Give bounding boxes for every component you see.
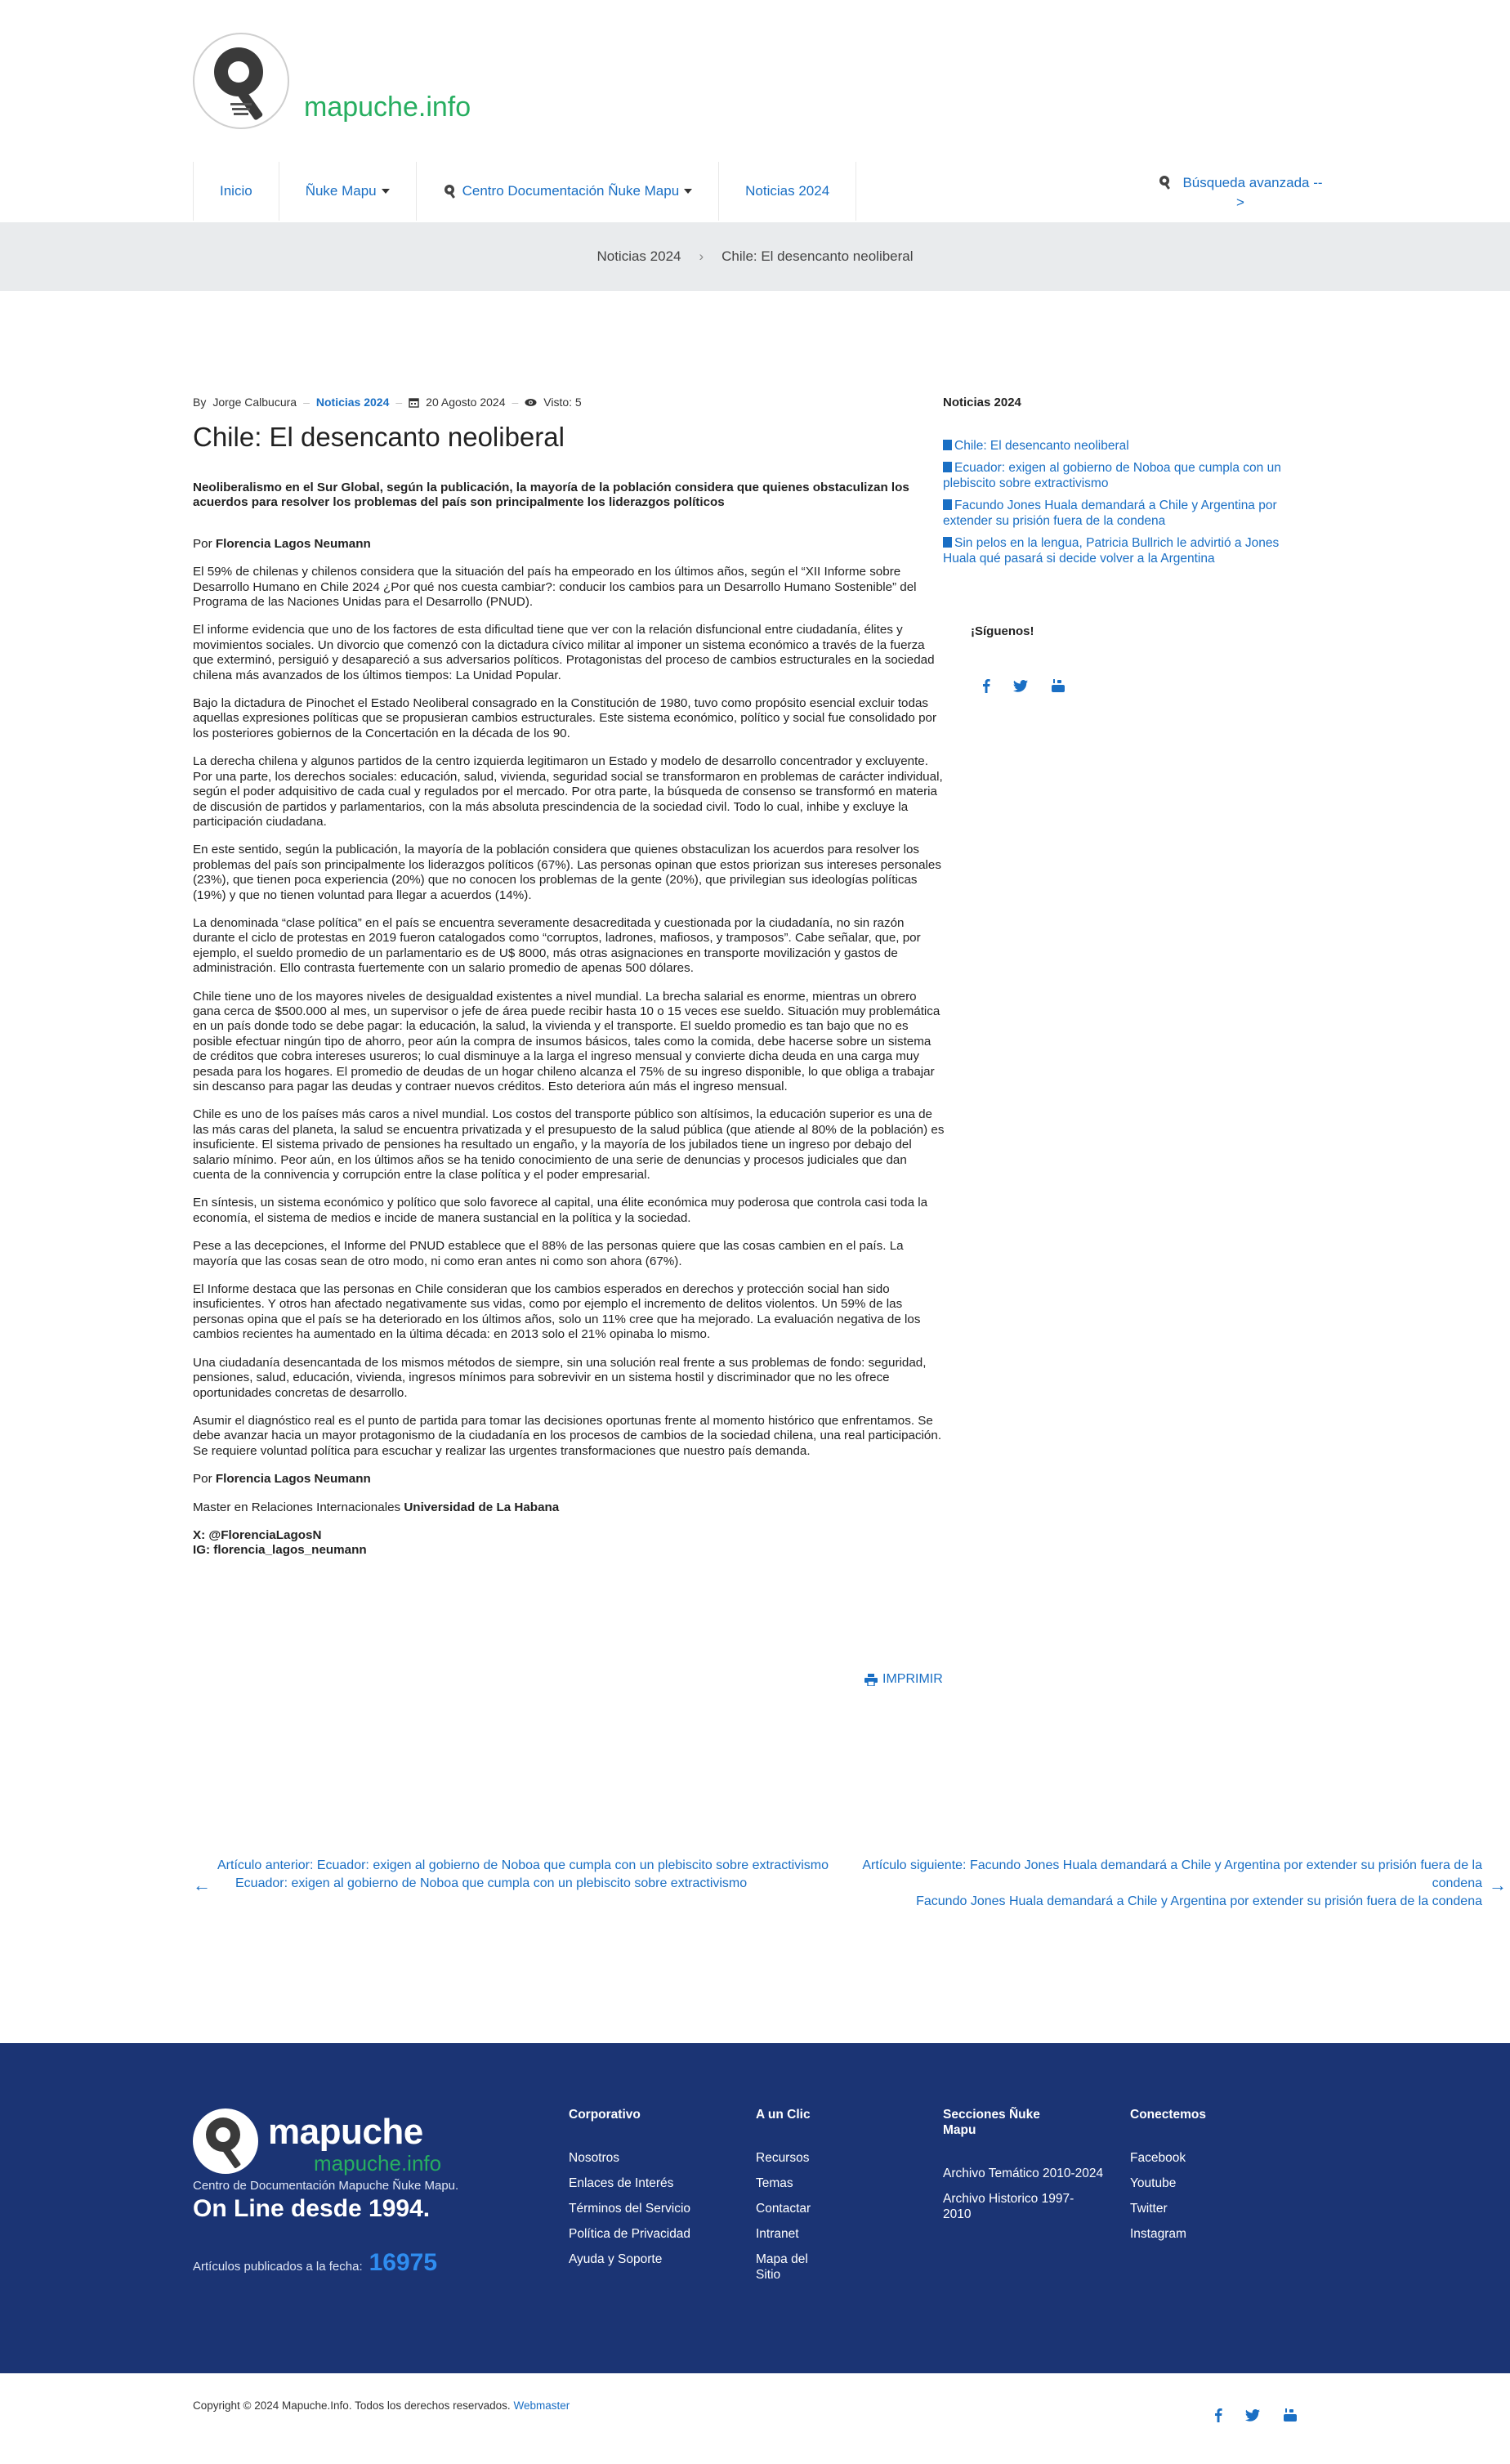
footer-col-a-un-clic bbox=[756, 2107, 821, 2292]
footer-link[interactable]: Nosotros bbox=[569, 2151, 620, 2165]
advanced-search-label: Búsqueda avanzada -- bbox=[1182, 175, 1323, 190]
footer-col-secciones bbox=[943, 2107, 1115, 2232]
nav-item-inicio[interactable] bbox=[193, 162, 279, 221]
article-paragraph: Bajo la dictadura de Pinochet el Estado Neoliberal consagrado en la Constitución de 1980, tuvo como propósito esencial excluir todas aquellas expresiones políticas que se propusieran cambios estructurales. Este sistema económico, político y social fue consolidado por los posteriores gobiernos de la Concertación en la década de los 90. bbox=[193, 696, 937, 740]
article-count-value: 16975 bbox=[369, 2249, 438, 2276]
prev-article-link[interactable] bbox=[217, 1857, 838, 1893]
calendar-icon bbox=[409, 397, 419, 408]
author-instagram: IG: florencia_lagos_neumann bbox=[193, 1543, 367, 1558]
eye-icon bbox=[525, 398, 537, 407]
main-nav bbox=[193, 162, 856, 221]
article-date: 20 Agosto 2024 bbox=[426, 396, 506, 409]
footer-col-title: Secciones Ñuke Mapu bbox=[943, 2108, 1040, 2137]
youtube-icon[interactable] bbox=[1283, 2408, 1298, 2422]
print-icon bbox=[864, 1674, 878, 1686]
document-icon bbox=[943, 537, 952, 548]
byline-prefix: Por bbox=[193, 1472, 212, 1487]
nav-item-label: Noticias 2024 bbox=[745, 183, 830, 199]
article-author: Jorge Calbucura bbox=[212, 396, 297, 409]
prev-article-label: Artículo anterior: Ecuador: exigen al gobierno de Noboa que cumpla con un plebiscito sobre extractivismo bbox=[217, 1858, 829, 1872]
article-meta bbox=[193, 396, 582, 409]
twitter-icon[interactable] bbox=[1245, 2409, 1260, 2422]
article-category[interactable]: Noticias 2024 bbox=[315, 396, 390, 409]
article-paragraph: Pese a las decepciones, el Informe del PNUD establece que el 88% de las personas quiere que las cosas cambien en el país. La mayoría que las cosas sean de otro modo, ni como eran antes ni como son ahora (67%). bbox=[193, 1239, 904, 1268]
author-affiliation bbox=[193, 1500, 945, 1515]
footer-link[interactable]: Instagram bbox=[1130, 2227, 1186, 2241]
footer-link[interactable]: Intranet bbox=[756, 2227, 799, 2241]
logo-emblem-icon bbox=[193, 2108, 258, 2174]
sidebar-news-item[interactable] bbox=[943, 498, 1294, 529]
nav-item-label: Inicio bbox=[220, 183, 252, 199]
affiliation-university: Universidad de La Habana bbox=[404, 1500, 560, 1514]
nav-item-nuke-mapu[interactable] bbox=[279, 162, 416, 221]
breadcrumb-separator: › bbox=[699, 248, 704, 264]
twitter-icon[interactable] bbox=[1013, 680, 1028, 692]
article-title: Chile: El desencanto neoliberal bbox=[193, 422, 565, 452]
next-article-label: Artículo siguiente: Facundo Jones Huala demandará a Chile y Argentina por extender su prisión fuera de la condena bbox=[862, 1858, 1482, 1890]
sidebar-news-label: Facundo Jones Huala demandará a Chile y Argentina por extender su prisión fuera de la condena bbox=[943, 499, 1277, 528]
article-paragraph: Chile tiene uno de los mayores niveles de desigualdad existentes a nivel mundial. La brecha salarial es enorme, mientras un obrero gana cerca de $500.000 al mes, un supervisor o jefe de área puede recibir hasta 10 o 15 veces ese sueldo. Situación muy problemática en un país donde todo se debe pagar: la educación, la salud, la vivienda y el transporte. El sueldo promedio es tan bajo que no es posible efectuar ningún tipo de ahorro, peor aún la compra de insumos básicos, tales como la comida, debe hacerse sobre un sistema de créditos que cobra intereses usureros; lo cual disminuye a la larga el ingreso mensual y convierte dicha deuda en una carga muy pesada para los hogares. El promedio de deudas de un hogar chileno alcanza el 75% de su ingreso disponible, lo que obliga a trabajar sin descanso para pagar las deudas y contraer nuevos créditos. Esto deteriora aún más el ingreso mensual. bbox=[193, 989, 940, 1093]
sidebar-news-item[interactable] bbox=[943, 535, 1294, 566]
nav-item-noticias-2024[interactable] bbox=[718, 162, 856, 221]
footer-col-conectemos bbox=[1130, 2107, 1261, 2252]
sidebar-social-links bbox=[982, 678, 1065, 693]
prev-article-title: Ecuador: exigen al gobierno de Noboa que cumpla con un plebiscito sobre extractivismo bbox=[235, 1876, 748, 1890]
article-paragraph: En síntesis, un sistema económico y político que solo favorece al capital, una élite económica muy poderosa que controla casi toda la economía, el sistema de medios e incide de manera sustancial en la política y la sociedad. bbox=[193, 1196, 928, 1225]
author-socials bbox=[193, 1528, 945, 1558]
article-paragraph: El informe evidencia que uno de los factores de esta dificultad tiene que ver con la relación disfuncional entre ciudadanía, élites y movimientos sociales. Un divorcio que comenzó con la dictadura cívico militar al imponer un sistema económico a través de la fuerza que exterminó, persiguió y desapareció a sus adversarios políticos. Protagonistas del proceso de cambios estructurales en la sociedad chilena más avanzados de los últimos tiempos: La Unidad Popular. bbox=[193, 623, 935, 682]
breadcrumb bbox=[0, 222, 1510, 291]
sidebar-news-list bbox=[943, 438, 1294, 573]
footer-link[interactable]: Enlaces de Interés bbox=[569, 2176, 674, 2190]
sidebar-news-label: Ecuador: exigen al gobierno de Noboa que cumpla con un plebiscito sobre extractivismo bbox=[943, 461, 1281, 490]
footer-col-title: Corporativo bbox=[569, 2108, 641, 2122]
article-paragraph: Asumir el diagnóstico real es el punto de partida para tomar las decisiones oportunas frente al momento histórico que enfrentamos. Se debe avanzar hacia un mayor protagonismo de la ciudadanía en los procesos de cambios de la sociedad chilena, una real participación. Se requiere voluntad política para escuchar y realizar las urgentes transformaciones que nuestro país demanda. bbox=[193, 1413, 942, 1458]
footer-link[interactable]: Mapa del Sitio bbox=[756, 2252, 808, 2282]
footer-centro: Centro de Documentación Mapuche Ñuke Mapu. bbox=[193, 2179, 459, 2193]
site-logo[interactable] bbox=[193, 33, 289, 129]
copyright bbox=[193, 2399, 570, 2412]
article-body bbox=[193, 481, 945, 1572]
footer-online-since: On Line desde 1994. bbox=[193, 2195, 431, 2222]
meta-separator: – bbox=[303, 396, 310, 409]
footer-article-count bbox=[193, 2249, 437, 2277]
follow-heading: ¡Síguenos! bbox=[971, 624, 1034, 638]
footer-col-title: A un Clic bbox=[756, 2108, 811, 2122]
footer-link[interactable]: Archivo Temático 2010-2024 bbox=[943, 2167, 1104, 2180]
article-paragraph: La derecha chilena y algunos partidos de la centro izquierda legitimaron un Estado y modelo de desarrollo concentrador y excluyente. Por una parte, los derechos sociales: educación, salud, vivienda, seguridad social se transformaron en problemas de carácter individual, según el poder adquisitivo de cada cual y regulados por el mercado. Por otra parte, la búsqueda de consenso se transformó en materia de discusión de partidos y parlamentarios, con la más absoluta prescindencia de la sociedad civil. Todo lo cual, inhibe y excluye la participación ciudadana. bbox=[193, 754, 943, 829]
footer-brand-sub: mapuche.info bbox=[314, 2151, 442, 2176]
breadcrumb-current: Chile: El desencanto neoliberal bbox=[721, 248, 914, 264]
footer-link[interactable]: Archivo Historico 1997-2010 bbox=[943, 2192, 1074, 2221]
article-paragraph: Una ciudadanía desencantada de los mismos métodos de siempre, sin una solución real frente a sus problemas de fondo: seguridad, pensiones, salud, educación, vivienda, ingresos mínimos para sobrevivir en un sistema hostil y discriminador que no les ofrece oportunidades concretas de desarrollo. bbox=[193, 1355, 927, 1400]
footer-link[interactable]: Temas bbox=[756, 2176, 793, 2190]
affiliation-prefix: Master en Relaciones Internacionales bbox=[193, 1500, 401, 1514]
breadcrumb-section[interactable]: Noticias 2024 bbox=[596, 248, 681, 264]
footer-col-corporativo bbox=[569, 2107, 699, 2277]
sidebar-title: Noticias 2024 bbox=[943, 396, 1021, 409]
meta-separator: – bbox=[395, 396, 403, 409]
article-lead: Neoliberalismo en el Sur Global, según la publicación, la mayoría de la población considera que quienes obstaculizan los acuerdos para resolver los problemas del país son principalmente los liderazgos políticos bbox=[193, 481, 909, 510]
nav-item-centro-documentacion[interactable] bbox=[416, 162, 719, 221]
article-paragraph: El 59% de chilenas y chilenos considera que la situación del país ha empeorado en los últimos años, según el “XII Informe sobre Desarrollo Humano en Chile 2024 ¿Por qué nos cuesta cambiar?: conducir los cambios para un Desarrollo Humano Sostenible” del Programa de las Naciones Unidas para el Desarrollo (PNUD). bbox=[193, 565, 917, 610]
byline-prefix: Por bbox=[193, 536, 212, 551]
document-icon bbox=[943, 499, 952, 510]
sidebar-news-label: Sin pelos en la lengua, Patricia Bullrich le advirtió a Jones Huala qué pasará si decide volver a la Argentina bbox=[943, 536, 1280, 566]
youtube-icon[interactable] bbox=[1051, 678, 1065, 693]
logo-emblem-icon bbox=[194, 34, 289, 129]
article-byline bbox=[193, 537, 945, 552]
document-icon bbox=[943, 462, 952, 472]
footer-link[interactable]: Youtube bbox=[1130, 2176, 1177, 2190]
facebook-icon[interactable] bbox=[982, 678, 990, 693]
closing-author: Florencia Lagos Neumann bbox=[215, 1472, 371, 1487]
site-footer bbox=[0, 2043, 1510, 2373]
footer-link[interactable]: Política de Privacidad bbox=[569, 2227, 691, 2241]
by-label: By bbox=[193, 396, 207, 409]
article-paragraph: El Informe destaca que las personas en Chile consideran que los cambios esperados en derechos y protección social han sido insuficientes. Y otros han afectado negativamente sus vidas, como por ejemplo el incremento de delitos violentos. Un 59% de las personas opina que el país se ha deteriorado en los últimos años, solo un 11% cree que ha mejorado. La evaluación negativa de los cambios recientes ha aumentado en la última década: en 2013 solo el 21% opinaba lo mismo. bbox=[193, 1282, 921, 1342]
byline-author: Florencia Lagos Neumann bbox=[215, 536, 371, 551]
article-count-label: Artículos publicados a la fecha: bbox=[193, 2260, 363, 2274]
author-twitter: X: @FlorenciaLagosN bbox=[193, 1527, 322, 1542]
advanced-search-arrow: > bbox=[1236, 195, 1244, 210]
footer-link[interactable]: Ayuda y Soporte bbox=[569, 2252, 663, 2266]
bottom-social-links bbox=[1214, 2408, 1298, 2422]
footer-col-title: Conectemos bbox=[1130, 2108, 1207, 2122]
footer-link[interactable]: Términos del Servicio bbox=[569, 2202, 691, 2216]
document-icon bbox=[943, 440, 952, 450]
footer-link[interactable]: Facebook bbox=[1130, 2151, 1186, 2165]
article-views: Visto: 5 bbox=[543, 396, 582, 409]
meta-separator: – bbox=[512, 396, 519, 409]
prev-arrow-icon[interactable]: ← bbox=[193, 1875, 211, 1895]
logo-small-icon bbox=[1158, 174, 1174, 190]
advanced-search-link[interactable] bbox=[1150, 173, 1330, 212]
footer-logo[interactable] bbox=[193, 2108, 258, 2174]
site-name[interactable]: mapuche.info bbox=[304, 92, 471, 123]
sidebar-news-item[interactable] bbox=[943, 438, 1294, 454]
article-paragraph: En este sentido, según la publicación, la mayoría de la población considera que quienes obstaculizan los acuerdos para resolver los problemas del país son principalmente los liderazgos políticos (67%). Las personas opinan que estos priorizan sus intereses personales (23%), que tienen poca experiencia (20%) que no conocen los problemas de la gente (20%), que privilegian sus ideologías políticas (19%) y que no tienen voluntad para llegar a acuerdos (14%). bbox=[193, 843, 941, 902]
copyright-text: Copyright © 2024 Mapuche.Info. Todos los derechos reservados. bbox=[193, 2399, 511, 2412]
nav-item-label: Ñuke Mapu bbox=[305, 183, 377, 199]
article-paragraph: La denominada “clase política” en el país se encuentra severamente desacreditada y cuestionada por la ciudadanía, no sin razón durante el ciclo de protestas en 2019 fueron catalogados como “corruptos, ladrones, mafiosos, y tramposos”. Cabe señalar, que, por ejemplo, el sueldo promedio de un parlamentario es de U$ 8000, más otras asignaciones en transporte movilización y gastos de administración. Ello contrasta fuertemente con un salario promedio de apenas 500 dólares. bbox=[193, 915, 921, 976]
footer-link[interactable]: Contactar bbox=[756, 2202, 811, 2216]
print-button[interactable] bbox=[864, 1672, 943, 1687]
closing-byline bbox=[193, 1472, 945, 1487]
article-paragraph: Chile es uno de los países más caros a nivel mundial. Los costos del transporte público son altísimos, la educación superior es una de las más caras del planeta, la salud se encuentra privatizada y el presupuesto de la salud pública (que atiende al 80% de la población) es insuficiente. El sistema privado de pensiones ha resultado un engaño, y la mayoría de los jubilados tiene un ingreso por debajo del salario mínimo. Peor aún, en los últimos años se ha tenido conocimiento de una serie de denuncias y procesos judiciales que dan cuenta de la connivencia y corrupción entre la clase política y el poder empresarial. bbox=[193, 1107, 945, 1183]
sidebar-news-label: Chile: El desencanto neoliberal bbox=[954, 439, 1129, 453]
next-article-title: Facundo Jones Huala demandará a Chile y Argentina por extender su prisión fuera de la condena bbox=[916, 1894, 1482, 1908]
footer-brand: mapuche bbox=[268, 2112, 423, 2152]
footer-link[interactable]: Recursos bbox=[756, 2151, 810, 2165]
logo-small-icon bbox=[443, 183, 459, 199]
caret-down-icon bbox=[684, 189, 692, 194]
next-arrow-icon[interactable]: → bbox=[1489, 1875, 1507, 1895]
nav-item-label: Centro Documentación Ñuke Mapu bbox=[462, 183, 680, 199]
footer-link[interactable]: Twitter bbox=[1130, 2202, 1168, 2216]
caret-down-icon bbox=[382, 189, 390, 194]
webmaster-link[interactable]: Webmaster bbox=[513, 2399, 570, 2412]
sidebar-news-item[interactable] bbox=[943, 460, 1294, 491]
next-article-link[interactable] bbox=[809, 1857, 1482, 1911]
facebook-icon[interactable] bbox=[1214, 2408, 1222, 2422]
print-label: IMPRIMIR bbox=[882, 1672, 943, 1686]
